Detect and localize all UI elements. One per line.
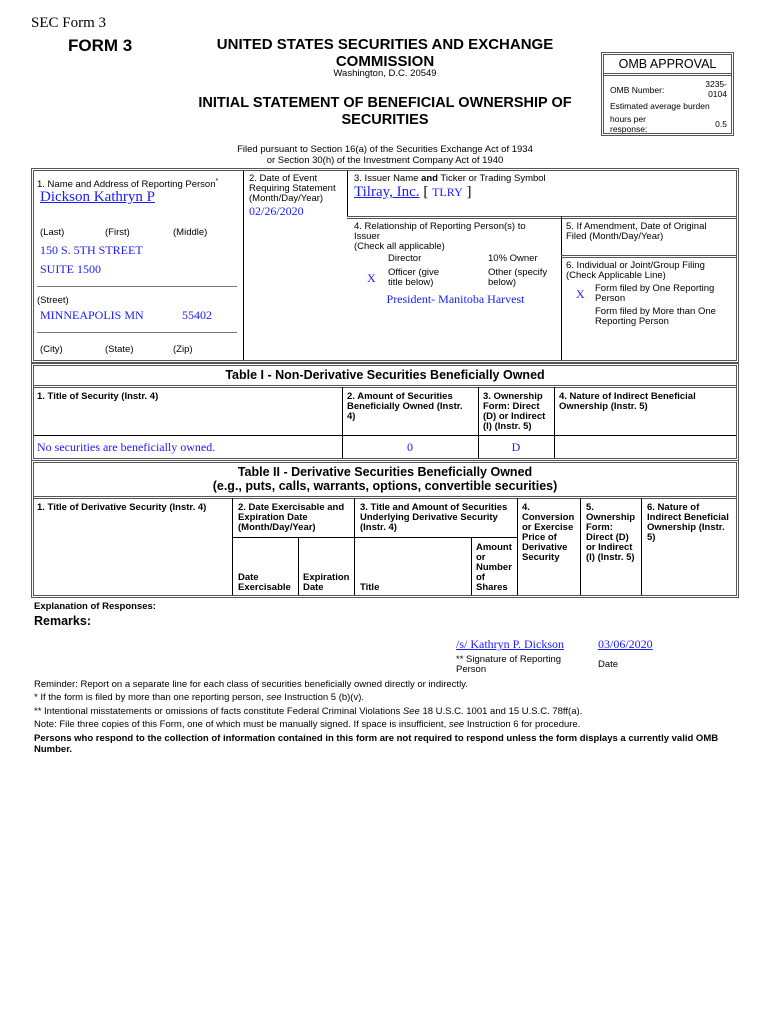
signature-label-2: Person	[456, 664, 487, 675]
table-2-col-nature-3: Ownership (Instr.	[647, 522, 725, 533]
table-1-col-nature-2: Ownership (Instr. 5)	[559, 401, 648, 412]
more-reporting-option-2: Reporting Person	[595, 316, 669, 327]
table-2-col-nature	[647, 503, 729, 543]
signature-link[interactable]: /s/ Kathryn P. Dickson	[456, 637, 564, 651]
table-2-col-nature-4: 5)	[647, 532, 656, 543]
box6-label	[566, 261, 705, 281]
reporting-person-link[interactable]: Dickson Kathryn P	[40, 189, 155, 205]
table-1-col-title: 1. Title of Security (Instr. 4)	[37, 391, 159, 402]
omb-hours-label	[610, 114, 647, 134]
box4-label-2: Issuer	[354, 231, 380, 242]
note-star-pre: * If the form is filed by more than one reporting person,	[34, 692, 267, 703]
note-double-star-pre: ** Intentional misstatements or omissions of facts constitute Federal Criminal Violations	[34, 706, 403, 717]
form-number: FORM 3	[68, 36, 133, 55]
officer-option-1: Officer (give	[388, 267, 440, 278]
omb-hours-label-2: response:	[610, 124, 648, 134]
signature-date	[598, 637, 653, 652]
officer-option	[388, 268, 439, 288]
filed-pursuant	[170, 145, 600, 166]
table-2-col-ownership	[586, 503, 635, 563]
table-1-row-amount: 0	[407, 440, 413, 454]
omb-number-value-1: 3235-	[705, 79, 727, 89]
table-2-col-ownership-3: Form:	[586, 522, 613, 533]
table-1-col-form-2: Form: Direct	[483, 401, 540, 412]
middle-label: (Middle)	[173, 227, 208, 238]
ticker-bracket-open: [	[423, 184, 429, 200]
note-file-copies-see: see	[448, 719, 465, 730]
table-2-col-title: 1. Title of Derivative Security (Instr. 4)	[37, 502, 207, 513]
note-file-copies-post: Instruction 6 for procedure.	[464, 719, 581, 730]
table-1-col-form	[483, 392, 545, 432]
table-1-row-title: No securities are beneficially owned.	[37, 440, 216, 454]
signature-date-link[interactable]: 03/06/2020	[598, 637, 653, 651]
date-label: Date	[598, 659, 619, 670]
box2-label-1: 2. Date of Event	[249, 173, 318, 184]
signature-label	[456, 655, 561, 675]
omb-hours-value: 0.5	[715, 119, 727, 129]
table-1-col-nature-1: 4. Nature of Indirect Beneficial	[559, 391, 696, 402]
table-2-sub-expiration	[303, 573, 349, 593]
one-reporting-check-mark: X	[576, 287, 585, 301]
note-file-copies-pre: Note: File three copies of this Form, one of which must be manually signed. If space is insufficient,	[34, 719, 449, 730]
one-reporting-option-2: Person	[595, 293, 626, 304]
agency-line-2: COMMISSION	[335, 53, 435, 70]
zip-code: 55402	[182, 308, 212, 322]
table-1-col-amount-1: 2. Amount of Securities	[347, 391, 453, 402]
note-double-star-post: 18 U.S.C. 1001 and 15 U.S.C. 78ff(a).	[419, 706, 583, 717]
table-2-sub-expiration-1: Expiration	[303, 572, 350, 583]
one-reporting-option-1: Form filed by One Reporting	[595, 283, 715, 294]
table-2-col-ownership-2: Ownership	[586, 512, 636, 523]
form-title	[170, 95, 600, 129]
box3-label-post: Ticker or Trading Symbol	[437, 173, 546, 184]
table-1-col-nature	[559, 392, 696, 412]
table-2-col-underlying-1: 3. Title and Amount of Securities	[360, 502, 508, 513]
box5-label-1: 5. If Amendment, Date of Original	[566, 221, 707, 232]
table-1-title: Table I - Non-Derivative Securities Beneficially Owned	[225, 368, 545, 382]
box2-label-3: (Month/Day/Year)	[249, 193, 324, 204]
omb-burden-label: Estimated average burden	[610, 101, 710, 111]
sec-form-label: SEC Form 3	[31, 15, 107, 31]
first-label: (First)	[105, 227, 130, 238]
table-2-sub-title: Title	[360, 582, 380, 593]
note-double-star	[34, 706, 582, 717]
table-2-col-conversion	[522, 503, 574, 563]
last-label: (Last)	[40, 227, 65, 238]
more-reporting-option	[595, 307, 716, 327]
issuer-line	[354, 184, 471, 201]
box1-label-text: 1. Name and Address of Reporting Person	[37, 179, 216, 191]
box6-label-1: 6. Individual or Joint/Group Filing	[566, 260, 705, 271]
table-2-col-dates-3: (Month/Day/Year)	[238, 522, 316, 533]
officer-option-2: title below)	[388, 277, 434, 288]
table-1-col-form-1: 3. Ownership	[483, 391, 543, 402]
table-2-col-ownership-4: Direct (D)	[586, 532, 629, 543]
note-star-post: Instruction 5 (b)(v).	[281, 692, 365, 703]
table-2-col-dates	[238, 503, 344, 533]
reporting-person-name[interactable]	[40, 189, 155, 206]
table-2-sub-amount-2: or	[476, 552, 486, 563]
box1-footnote-star: *	[215, 178, 219, 185]
state-label: (State)	[105, 344, 134, 355]
other-option-1: Other (specify	[488, 267, 548, 278]
ticker-symbol: TLRY	[432, 185, 463, 199]
omb-hours-label-1: hours per	[610, 114, 646, 124]
table-2-col-nature-1: 6. Nature of	[647, 502, 700, 513]
box5-label-2: Filed (Month/Day/Year)	[566, 231, 664, 242]
table-2-title-2: (e.g., puts, calls, warrants, options, convertible securities)	[212, 479, 558, 493]
box5-label	[566, 222, 706, 242]
note-file-copies	[34, 719, 580, 730]
box4-label-3: (Check all applicable)	[354, 241, 445, 252]
more-reporting-option-1: Form filed by More than One	[595, 306, 716, 317]
table-2-col-conversion-3: or Exercise	[522, 522, 574, 533]
table-1-col-form-4: (I) (Instr. 5)	[483, 421, 532, 432]
table-2-col-dates-2: Expiration Date	[238, 512, 308, 523]
table-2-col-conversion-6: Security	[522, 552, 560, 563]
box3-label-and: and	[421, 173, 438, 184]
reminder-note: Reminder: Report on a separate line for each class of securities beneficially owned directly or indirectly.	[34, 679, 468, 690]
box3-label-pre: 3. Issuer Name	[354, 173, 422, 184]
table-2-col-underlying	[360, 503, 507, 533]
omb-number-label: OMB Number:	[610, 85, 665, 95]
director-option: Director	[388, 253, 422, 264]
table-2-col-underlying-3: (Instr. 4)	[360, 522, 397, 533]
ticker-bracket-close: ]	[466, 184, 472, 200]
box3-label	[354, 174, 546, 184]
city-label: (City)	[40, 344, 63, 355]
form-title-line-2: SECURITIES	[341, 112, 429, 128]
table-2-col-underlying-2: Underlying Derivative Security	[360, 512, 498, 523]
signature	[456, 637, 564, 652]
note-star-see: see	[266, 692, 282, 703]
box4-label	[354, 222, 526, 252]
table-2-title	[31, 465, 739, 493]
event-date: 02/26/2020	[249, 204, 304, 218]
address-line-2: SUITE 1500	[40, 262, 101, 276]
officer-check-mark: X	[367, 271, 376, 285]
table-2-col-dates-1: 2. Date Exercisable and	[238, 502, 345, 513]
box6-label-2: (Check Applicable Line)	[566, 270, 666, 281]
table-2-col-ownership-5: or Indirect	[586, 542, 633, 553]
table-1-col-amount-2: Beneficially Owned (Instr.	[347, 401, 463, 412]
omb-persons-note: Persons who respond to the collection of information contained in this form are not required to respond unless the form displays a currently valid OMB Number.	[34, 733, 719, 755]
omb-title: OMB APPROVAL	[618, 57, 717, 71]
table-2-sub-amount-1: Amount	[476, 542, 512, 553]
table-2-sub-expiration-2: Date	[303, 582, 324, 593]
table-2-title-1: Table II - Derivative Securities Beneficially Owned	[237, 465, 533, 479]
box2-label	[249, 174, 336, 204]
table-2-col-nature-2: Indirect Beneficial	[647, 512, 729, 523]
other-option	[488, 268, 547, 288]
table-2-sub-date-exercisable	[238, 573, 291, 593]
agency-line-1: UNITED STATES SECURITIES AND EXCHANGE	[216, 36, 554, 53]
filed-line-1: Filed pursuant to Section 16(a) of the Securities Exchange Act of 1934	[237, 144, 533, 155]
officer-title: President- Manitoba Harvest	[386, 292, 525, 306]
table-2-col-conversion-5: Derivative	[522, 542, 568, 553]
table-2-col-ownership-6: (I) (Instr. 5)	[586, 552, 635, 563]
box2-label-2: Requiring Statement	[249, 183, 336, 194]
note-double-star-see: See	[402, 706, 420, 717]
note-star	[34, 692, 364, 703]
signature-label-1: ** Signature of Reporting	[456, 654, 562, 665]
street-label: (Street)	[37, 295, 69, 306]
table-2-sub-amount-3: Number	[476, 562, 512, 573]
table-1-col-amount	[347, 392, 463, 422]
table-2-sub-amount-5: Shares	[476, 582, 508, 593]
box4-label-1: 4. Relationship of Reporting Person(s) to	[354, 221, 526, 232]
omb-approval-box	[601, 52, 734, 136]
table-2-sub-date-exercisable-2: Exercisable	[238, 582, 291, 593]
filed-line-2: or Section 30(h) of the Investment Company Act of 1940	[266, 154, 504, 166]
zip-label: (Zip)	[173, 344, 193, 355]
table-2-sub-amount	[476, 543, 512, 593]
table-2-col-conversion-4: Price of	[522, 532, 557, 543]
agency-location: Washington, D.C. 20549	[333, 68, 437, 79]
omb-number-value	[705, 79, 727, 99]
table-1-col-amount-3: 4)	[347, 411, 356, 422]
issuer-name-link[interactable]: Tilray, Inc.	[354, 184, 420, 200]
city-state: MINNEAPOLIS MN	[40, 308, 144, 322]
table-2-col-ownership-1: 5.	[586, 502, 594, 513]
agency-name	[170, 36, 600, 70]
table-1-row-form: D	[511, 440, 521, 454]
explanation-heading: Explanation of Responses:	[34, 601, 156, 612]
one-reporting-option	[595, 284, 714, 304]
table-2-col-conversion-1: 4.	[522, 502, 530, 513]
omb-number-value-2: 0104	[708, 89, 727, 99]
table-2-sub-amount-4: of	[476, 572, 485, 583]
ten-percent-owner-option: 10% Owner	[488, 253, 538, 264]
address-line-1: 150 S. 5TH STREET	[40, 243, 143, 257]
other-option-2: below)	[488, 277, 516, 288]
remarks-heading: Remarks:	[34, 614, 91, 628]
table-1-col-form-3: (D) or Indirect	[483, 411, 546, 422]
table-2-sub-date-exercisable-1: Date	[238, 572, 259, 583]
form-title-line-1: INITIAL STATEMENT OF BENEFICIAL OWNERSHIP OF	[198, 95, 572, 111]
table-2-col-conversion-2: Conversion	[522, 512, 575, 523]
